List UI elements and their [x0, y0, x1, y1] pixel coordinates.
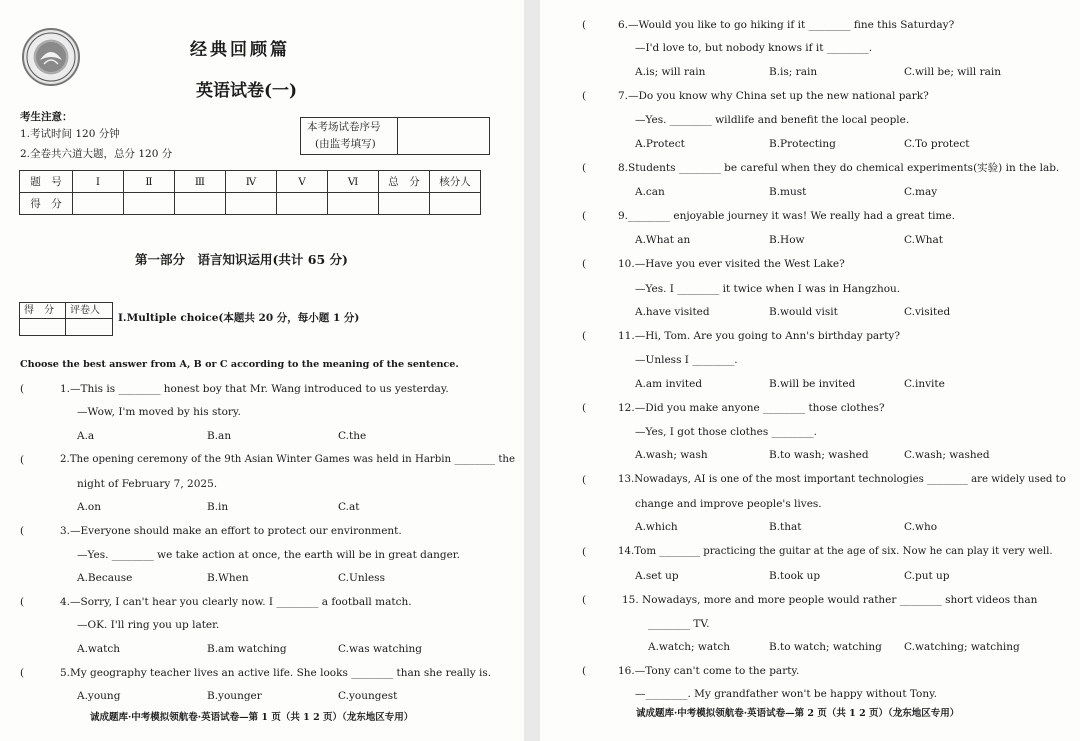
option-a: A.am invited	[635, 378, 703, 390]
option-c: C.visited	[904, 306, 951, 318]
score-table-header: 总 分	[379, 171, 430, 193]
school-seal-logo	[22, 28, 80, 86]
score-cell	[226, 193, 277, 215]
question-line: ________ TV.	[648, 618, 710, 630]
notice-line-1: 1.考试时间 120 分钟	[20, 128, 120, 140]
option-b: B.in	[207, 501, 229, 513]
score-table-header: 核分人	[430, 171, 481, 193]
option-a: A.Because	[77, 572, 133, 584]
option-a: A.young	[77, 690, 121, 702]
question-stem: 1.—This is ________ honest boy that Mr. Wang introduced to us yesterday.	[60, 383, 449, 395]
seq-box-label: 本考场试卷序号	[307, 121, 381, 133]
answer-paren: (	[20, 454, 25, 466]
option-c: C.watching; watching	[904, 641, 1020, 653]
question-line: night of February 7, 2025.	[77, 478, 218, 490]
option-c: C.at	[338, 501, 360, 513]
answer-paren: (	[582, 90, 587, 102]
answer-paren: (	[582, 474, 587, 486]
answer-paren: (	[582, 330, 587, 342]
page-footer: 诚成题库·中考模拟领航卷·英语试卷—第 2 页（共 1 2 页）（龙东地区专用）	[636, 708, 960, 719]
question-stem: 4.—Sorry, I can't hear you clearly now. I ________ a football match.	[60, 596, 412, 608]
question-stem: 3.—Everyone should make an effort to protect our environment.	[60, 525, 402, 537]
option-b: B.When	[207, 572, 249, 584]
score-cell	[277, 193, 328, 215]
question-stem: 15. Nowadays, more and more people would rather ________ short videos than	[622, 594, 1038, 606]
question-stem: 13.Nowadays, AI is one of the most important technologies ________ are widely used to	[618, 474, 1066, 485]
question-line: change and improve people's lives.	[635, 498, 822, 510]
answer-paren: (	[582, 665, 587, 677]
answer-paren: (	[20, 525, 25, 537]
notice-line-2: 2.全卷共六道大题，总分 120 分	[20, 148, 173, 160]
question-stem: 7.—Do you know why China set up the new national park?	[618, 90, 929, 102]
option-c: C.put up	[904, 570, 950, 582]
option-c: C.youngest	[338, 690, 398, 702]
score-table-header: Ⅳ	[226, 171, 277, 193]
option-a: A.can	[635, 186, 665, 198]
answer-paren: (	[582, 546, 587, 558]
answer-paren: (	[20, 667, 25, 679]
question-line: —Unless I ________.	[635, 354, 738, 366]
option-a: A.which	[635, 521, 678, 533]
option-c: C.wash; washed	[904, 449, 990, 461]
grader-label: 评卷人	[70, 305, 100, 316]
question-line: —Yes. ________ wildlife and benefit the local people.	[635, 114, 910, 126]
score-cell	[328, 193, 379, 215]
notice-heading: 考生注意：	[20, 111, 73, 123]
part-title: 第一部分 语言知识运用(共计 65 分)	[135, 252, 348, 267]
score-cell	[124, 193, 175, 215]
answer-paren: (	[20, 596, 25, 608]
option-b: B.an	[207, 430, 232, 442]
option-b: B.must	[769, 186, 807, 198]
score-table-header: Ⅴ	[277, 171, 328, 193]
question-line: —Yes, I got those clothes ________.	[635, 426, 817, 438]
question-line: —Yes. ________ we take action at once, the earth will be in great danger.	[77, 549, 461, 561]
question-stem: 8.Students ________ be careful when they do chemical experiments(实验) in the lab.	[618, 162, 1060, 174]
score-table	[19, 170, 481, 215]
grader-label: 得 分	[24, 305, 54, 316]
question-line: —________. My grandfather won't be happy without Tony.	[635, 688, 938, 700]
answer-paren: (	[582, 19, 587, 31]
exam-title: 英语试卷(一)	[196, 81, 298, 101]
option-a: A.is; will rain	[635, 66, 706, 78]
option-a: A.a	[77, 430, 95, 442]
option-b: B.will be invited	[769, 378, 856, 390]
option-a: A.What an	[635, 234, 691, 246]
question-line: —OK. I'll ring you up later.	[77, 619, 220, 631]
question-line: —I'd love to, but nobody knows if it ________.	[635, 42, 873, 54]
option-b: B.am watching	[207, 643, 287, 655]
option-a: A.on	[77, 501, 102, 513]
option-c: C.the	[338, 430, 367, 442]
question-line: —Yes. I ________ it twice when I was in Hangzhou.	[635, 283, 901, 295]
option-b: B.that	[769, 521, 802, 533]
question-stem: 11.—Hi, Tom. Are you going to Ann's birthday party?	[618, 330, 900, 342]
score-cell	[430, 193, 481, 215]
page-footer: 诚成题库·中考模拟领航卷·英语试卷—第 1 页（共 1 2 页）（龙东地区专用）	[90, 712, 414, 723]
option-a: A.set up	[635, 570, 679, 582]
option-b: B.Protecting	[769, 138, 836, 150]
option-c: C.may	[904, 186, 938, 198]
question-stem: 10.—Have you ever visited the West Lake?	[618, 258, 845, 270]
option-c: C.who	[904, 521, 938, 533]
score-row-label: 得 分	[20, 193, 73, 215]
option-c: C.Unless	[338, 572, 385, 584]
question-stem: 14.Tom ________ practicing the guitar at the age of six. Now he can play it very well.	[618, 546, 1053, 557]
directions: Choose the best answer from A, B or C according to the meaning of the sentence.	[20, 359, 459, 370]
option-b: B.would visit	[769, 306, 838, 318]
grader-box	[19, 302, 113, 336]
option-b: B.took up	[769, 570, 821, 582]
option-c: C.What	[904, 234, 944, 246]
option-b: B.to watch; watching	[769, 641, 882, 653]
option-b: B.How	[769, 234, 805, 246]
question-stem: 5.My geography teacher lives an active life. She looks ________ than she really is.	[60, 667, 492, 679]
option-c: C.invite	[904, 378, 945, 390]
answer-paren: (	[20, 383, 25, 395]
option-a: A.watch	[77, 643, 121, 655]
option-b: B.younger	[207, 690, 262, 702]
answer-paren: (	[582, 258, 587, 270]
option-b: B.is; rain	[769, 66, 818, 78]
option-c: C.To protect	[904, 138, 970, 150]
option-a: A.wash; wash	[635, 449, 708, 461]
question-line: —Wow, I'm moved by his story.	[77, 406, 241, 418]
answer-paren: (	[582, 210, 587, 222]
exam-page-2	[540, 0, 1080, 741]
question-stem: 9.________ enjoyable journey it was! We really had a great time.	[618, 210, 955, 222]
question-stem: 16.—Tony can't come to the party.	[618, 665, 800, 677]
score-cell	[175, 193, 226, 215]
score-cell	[73, 193, 124, 215]
answer-paren: (	[582, 402, 587, 414]
exam-page-1	[0, 0, 524, 741]
option-a: A.have visited	[635, 306, 710, 318]
section-title: Ⅰ.Multiple choice(本题共 20 分，每小题 1 分)	[118, 312, 360, 324]
option-b: B.to wash; washed	[769, 449, 869, 461]
score-table-header: Ⅰ	[73, 171, 124, 193]
score-table-header: 题 号	[20, 171, 73, 193]
answer-paren: (	[582, 162, 587, 174]
option-c: C.will be; will rain	[904, 66, 1002, 78]
question-stem: 2.The opening ceremony of the 9th Asian Winter Games was held in Harbin ________ the	[60, 454, 516, 465]
answer-paren: (	[582, 594, 587, 606]
exam-seq-box	[300, 117, 490, 155]
option-c: C.was watching	[338, 643, 422, 655]
score-table-header: Ⅲ	[175, 171, 226, 193]
option-a: A.watch; watch	[648, 641, 731, 653]
seq-box-note: (由监考填写)	[315, 138, 376, 150]
doc-heading: 经典回顾篇	[190, 40, 290, 60]
score-table-header: Ⅱ	[124, 171, 175, 193]
score-table-header: Ⅵ	[328, 171, 379, 193]
question-stem: 12.—Did you make anyone ________ those clothes?	[618, 402, 885, 414]
score-cell	[379, 193, 430, 215]
option-a: A.Protect	[635, 138, 685, 150]
question-stem: 6.—Would you like to go hiking if it ________ fine this Saturday?	[618, 19, 955, 31]
